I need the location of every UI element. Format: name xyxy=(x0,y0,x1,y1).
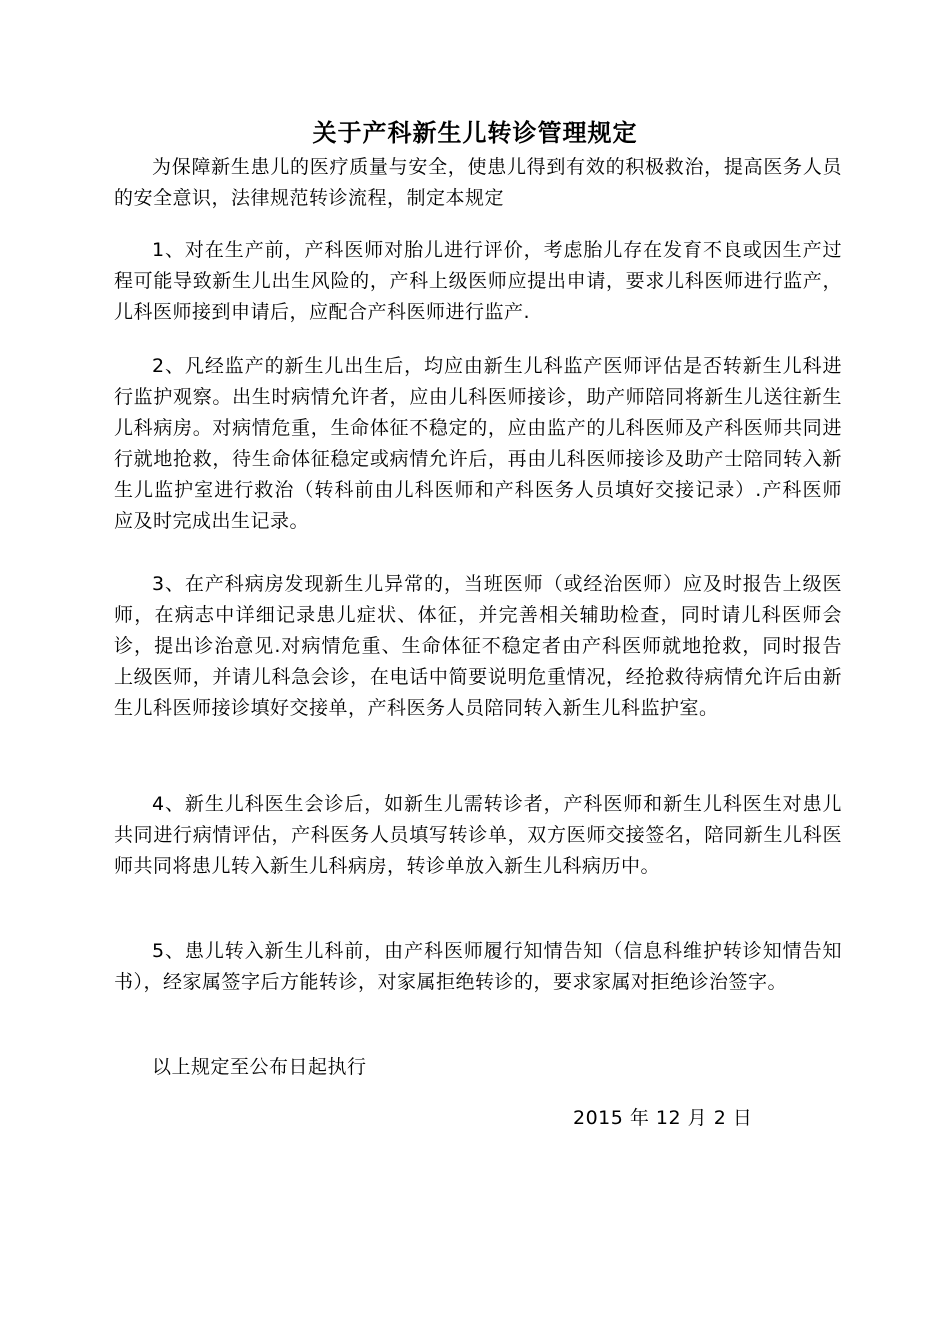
rule-item-3: 3、在产科病房发现新生儿异常的，当班医师（或经治医师）应及时报告上级医师，在病志中详细记录患儿症状、体征，并完善相关辅助检查，同时请儿科医师会诊，提出诊治意见.对病情危重、生命体征不稳定者由产科医师就地抢救，同时报告上级医师，并请儿科急会诊，在电话中简要说明危重情况，经抢救待病情允许后由新生儿科医师接诊填好交接单，产科医务人员陪同转入新生儿科监护室。 xyxy=(114,573,842,719)
rule-item-5: 5、患儿转入新生儿科前，由产科医师履行知情告知（信息科维护转诊知情告知书），经家属签字后方能转诊，对家属拒绝转诊的，要求家属对拒绝诊治签字。 xyxy=(114,940,842,993)
rule-item-2: 2、凡经监产的新生儿出生后，均应由新生儿科监产医师评估是否转新生儿科进行监护观察。出生时病情允许者，应由儿科医师接诊，助产师陪同将新生儿送往新生儿科病房。对病情危重，生命体征不稳定的，应由监产的儿科医师及产科医师共同进行就地抢救，待生命体征稳定或病情允许后，再由儿科医师接诊及助产士陪同转入新生儿监护室进行救治（转科前由儿科医师和产科医务人员填好交接记录）.产科医师应及时完成出生记录。 xyxy=(114,355,842,532)
closing-statement: 以上规定至公布日起执行 xyxy=(152,1056,367,1078)
document-title: 关于产科新生儿转诊管理规定 xyxy=(312,119,638,148)
document-date: 2015 年 12 月 2 日 xyxy=(573,1107,753,1129)
rule-item-1: 1、对在生产前，产科医师对胎儿进行评价，考虑胎儿存在发育不良或因生产过程可能导致新生儿出生风险的，产科上级医师应提出申请，要求儿科医师进行监产，儿科医师接到申请后，应配合产科医师进行监产. xyxy=(114,239,842,323)
rule-item-4: 4、新生儿科医生会诊后，如新生儿需转诊者，产科医师和新生儿科医生对患儿共同进行病情评估，产科医务人员填写转诊单，双方医师交接签名，陪同新生儿科医师共同将患儿转入新生儿科病房，转诊单放入新生儿科病历中。 xyxy=(114,793,842,877)
intro-paragraph: 为保障新生患儿的医疗质量与安全，使患儿得到有效的积极救治，提高医务人员的安全意识，法律规范转诊流程，制定本规定 xyxy=(114,156,842,209)
